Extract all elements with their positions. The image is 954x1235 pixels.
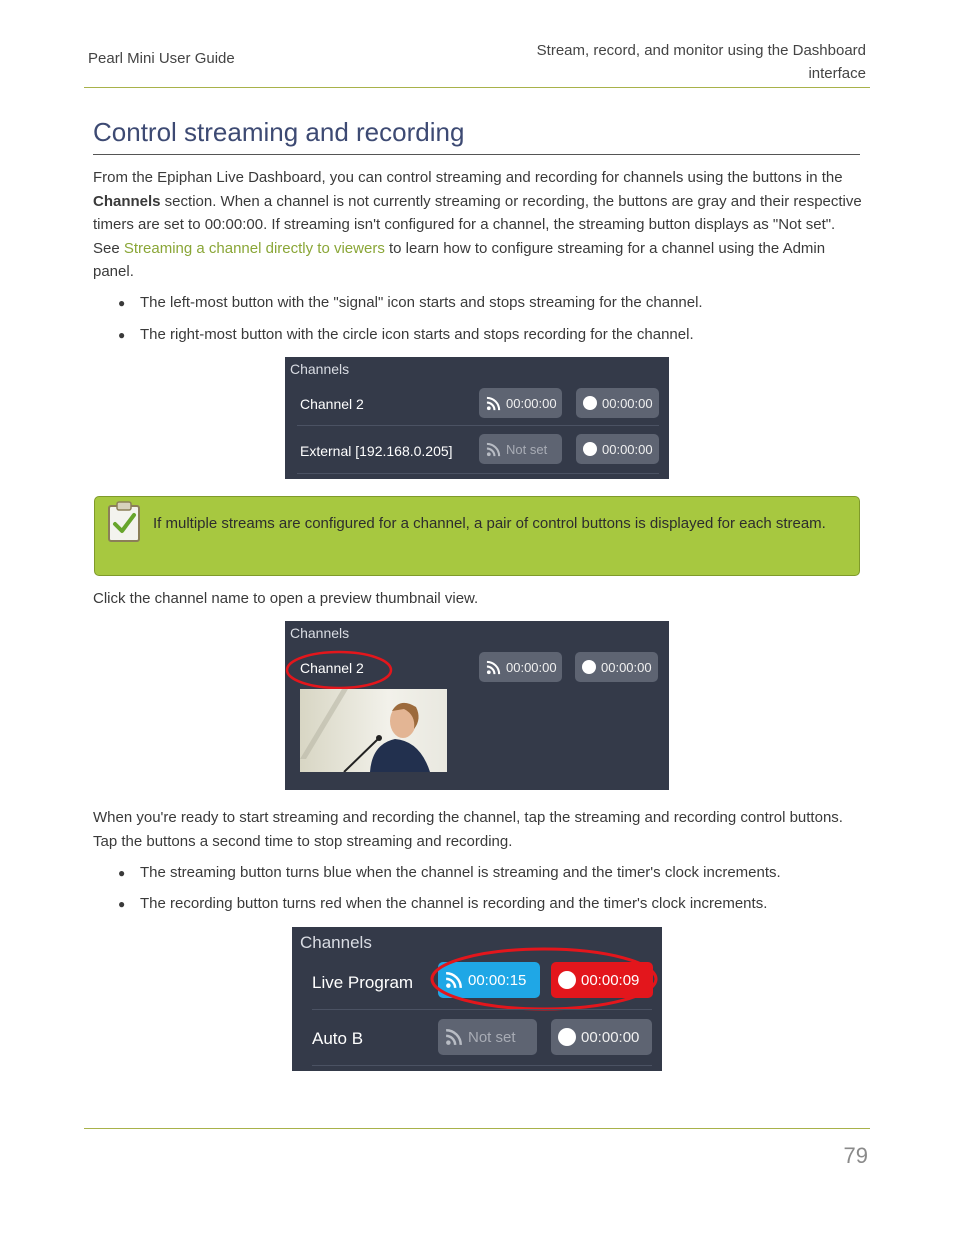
channel-name[interactable]: Auto B	[312, 1029, 364, 1048]
stream-timer: Not set	[506, 441, 548, 457]
list-item-text: The left-most button with the "signal" icon starts and stops streaming for the channel.	[140, 294, 703, 311]
record-button[interactable]	[576, 434, 659, 464]
bullet-icon: ●	[118, 296, 126, 310]
list-item-text: The recording button turns red when the channel is recording and the timer's clock increments.	[140, 895, 768, 912]
row-divider	[312, 1009, 652, 1010]
stream-timer: 00:00:00	[506, 659, 557, 675]
stream-button[interactable]	[479, 388, 562, 418]
guide-title: Pearl Mini User Guide	[88, 50, 235, 67]
stream-button[interactable]	[479, 652, 562, 682]
channel-name[interactable]: External [192.168.0.205]	[300, 443, 453, 459]
channels-panel-fig3	[292, 927, 662, 1071]
streaming-link[interactable]: Streaming a channel directly to viewers	[123, 239, 385, 257]
section-header-line2: interface	[808, 65, 866, 82]
highlight-ellipse-icon	[428, 945, 660, 1013]
record-button[interactable]	[576, 388, 659, 418]
record-circle-icon	[583, 396, 597, 410]
channel-name[interactable]: Channel 2	[300, 396, 364, 412]
stream-timer: 00:00:15	[468, 971, 527, 989]
highlight-ellipse-icon	[285, 649, 395, 693]
note-text: If multiple streams are configured for a channel, a pair of control buttons is displayed for each stream.	[153, 515, 826, 532]
row-divider	[297, 425, 659, 426]
clipboard-check-icon	[107, 501, 141, 543]
section-header-line1: Stream, record, and monitor using the Dashboard	[536, 42, 866, 59]
row-divider	[297, 473, 659, 474]
record-circle-icon	[558, 1028, 576, 1046]
record-timer: 00:00:00	[602, 395, 653, 411]
intro-text-3: to learn how to configure streaming for a channel using the Admin panel.	[93, 239, 826, 280]
channels-panel-fig1	[285, 357, 669, 479]
channels-panel-fig2	[285, 621, 669, 790]
intro-bold-channels: Channels	[93, 192, 161, 210]
rss-icon	[486, 442, 501, 457]
channel-name[interactable]: Channel 2	[300, 660, 364, 676]
channel-name[interactable]: Live Program	[312, 973, 414, 992]
section-header	[446, 39, 866, 85]
start-instructions: When you're ready to start streaming and recording the channel, tap the streaming and recording control buttons. Tap the buttons a second time to stop streaming and recording.	[93, 809, 843, 850]
rss-icon	[486, 660, 501, 675]
bullet-icon: ●	[118, 328, 126, 342]
intro-paragraph	[93, 166, 863, 284]
intro-text-1: From the Epiphan Live Dashboard, you can control streaming and recording for channels using the buttons in the	[93, 169, 843, 186]
record-timer: 00:00:00	[601, 659, 652, 675]
header-divider	[84, 87, 870, 88]
bullet-icon: ●	[118, 897, 126, 911]
page-number: 79	[843, 1143, 868, 1168]
stream-timer: Not set	[468, 1028, 516, 1046]
record-timer: 00:00:00	[581, 1028, 640, 1046]
bullet-icon: ●	[118, 866, 126, 880]
stream-button[interactable]	[438, 1019, 537, 1055]
panel-title: Channels	[290, 361, 350, 377]
footer-divider	[84, 1128, 870, 1129]
intro-text-2: section. When a channel is not currently streaming or recording, the buttons are gray and their respective timers are set to 00:00:00. If streaming isn't configured for a channel, the streaming button displays as "Not set". See	[93, 192, 862, 257]
row-divider	[312, 1065, 652, 1066]
rss-icon	[445, 1028, 463, 1046]
record-timer: 00:00:09	[581, 971, 640, 989]
record-timer: 00:00:00	[602, 441, 653, 457]
click-instruction: Click the channel name to open a preview thumbnail view.	[93, 590, 479, 607]
preview-thumbnail[interactable]	[300, 689, 447, 772]
page-title: Control streaming and recording	[93, 117, 465, 147]
list-item-text: The right-most button with the circle icon starts and stops recording for the channel.	[140, 326, 694, 343]
stream-timer: 00:00:00	[506, 395, 557, 411]
stream-button[interactable]	[479, 434, 562, 464]
rss-icon	[486, 396, 501, 411]
record-circle-icon	[583, 442, 597, 456]
panel-title: Channels	[300, 933, 372, 952]
record-button[interactable]	[575, 652, 658, 682]
note-box	[94, 496, 860, 576]
title-divider	[93, 154, 860, 155]
record-circle-icon	[582, 660, 596, 674]
list-item-text: The streaming button turns blue when the channel is streaming and the timer's clock increments.	[140, 864, 781, 881]
panel-title: Channels	[290, 625, 350, 641]
record-button[interactable]	[551, 1019, 652, 1055]
